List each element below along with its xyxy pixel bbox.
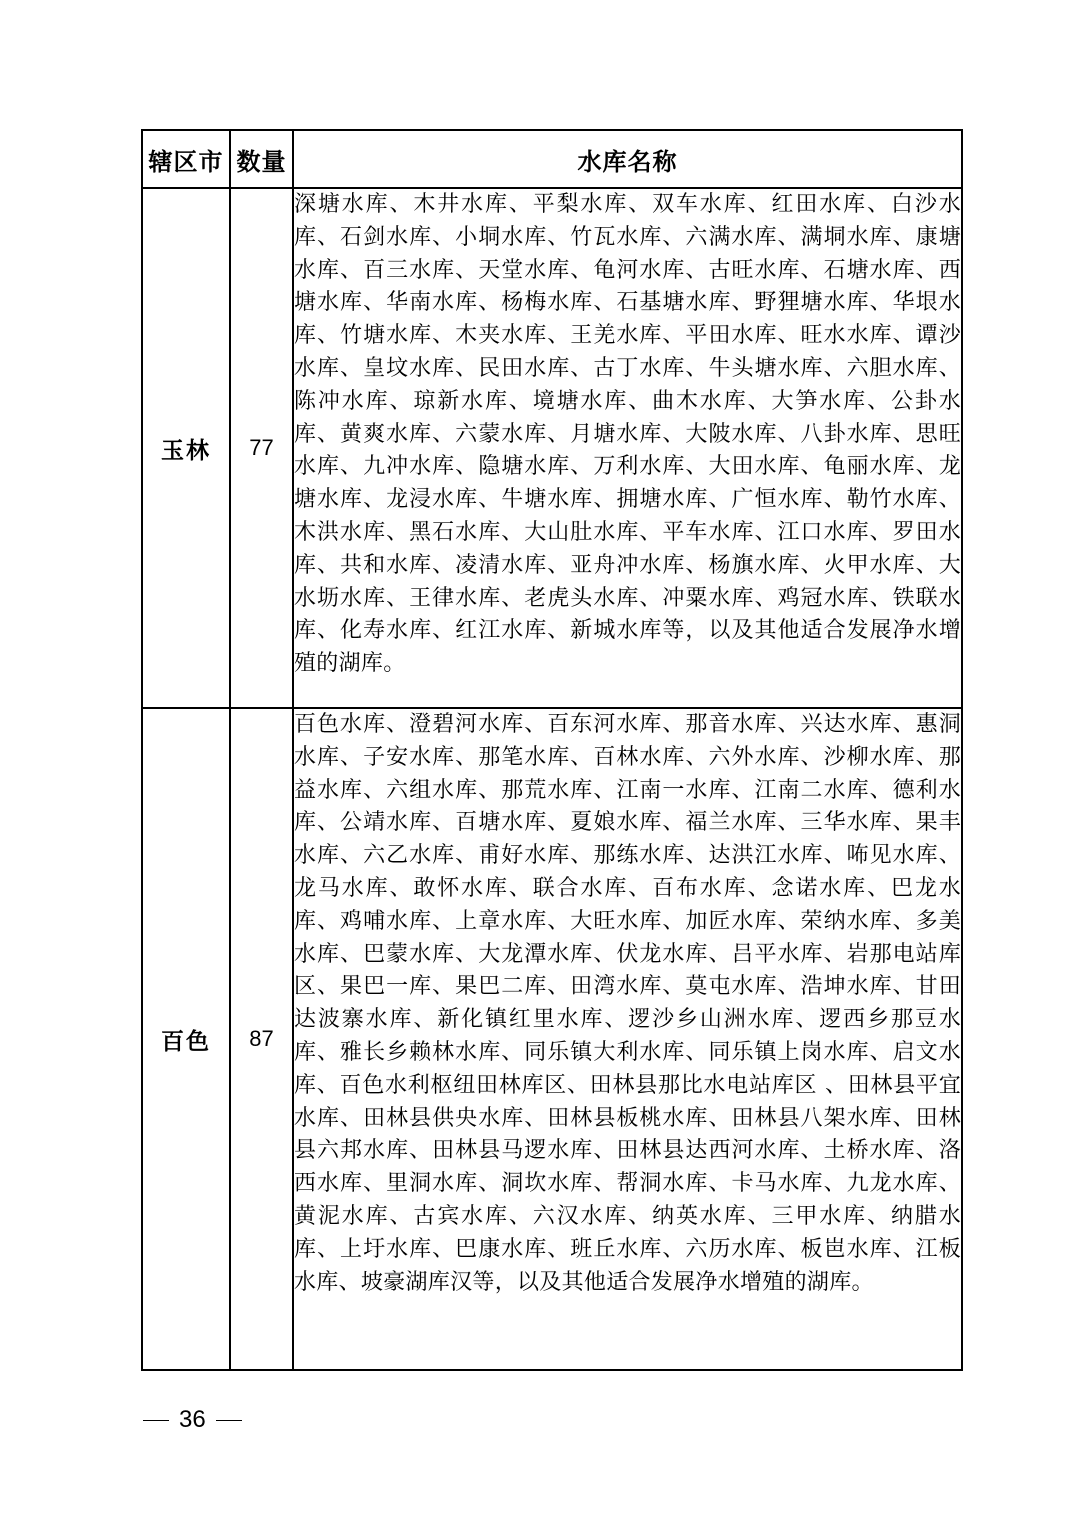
header-city: 辖区市 [142,130,230,188]
header-count: 数量 [230,130,293,188]
page-number: 36 [179,1406,206,1433]
reservoir-table [141,129,963,1371]
table-row [142,708,962,1370]
row-reservoir-names: 深塘水库、木井水库、平梨水库、双车水库、红田水库、白沙水库、石剑水库、小垌水库、竹瓦水库、六满水库、满垌水库、康塘水库、百三水库、天堂水库、龟河水库、古旺水库、石塘水库、西塘水库、华南水库、杨梅水库、石基塘水库、野狸塘水库、华垠水库、竹塘水库、木夹水库、王羌水库、平田水库、旺水水库、谭沙水库、皇坟水库、民田水库、古丁水库、牛头塘水库、六胆水库、陈冲水库、琼新水库、境塘水库、曲木水库、大笋水库、公卦水库、黄爽水库、六蒙水库、月塘水库、大陂水库、八卦水库、思旺水库、九冲水库、隐塘水库、万利水库、大田水库、龟丽水库、龙塘水库、龙浸水库、牛塘水库、拥塘水库、广恒水库、勒竹水库、木洪水库、黑石水库、大山肚水库、平车水库、江口水库、罗田水库、共和水库、凌清水库、亚舟冲水库、杨旗水库、火甲水库、大水坜水库、王律水库、老虎头水库、冲粟水库、鸡冠水库、铁联水库、化寿水库、红江水库、新城水库等，以及其他适合发展净水增殖的湖库。 [293,188,962,708]
row-city: 玉林 [142,188,230,708]
footer-dash-right [216,1420,242,1421]
table-header-row [142,130,962,188]
footer-dash-left [143,1420,169,1421]
header-names: 水库名称 [293,130,962,188]
row-count: 77 [230,188,293,708]
page-footer [143,1406,242,1434]
row-count: 87 [230,708,293,1370]
row-reservoir-names: 百色水库、澄碧河水库、百东河水库、那音水库、兴达水库、惠洞水库、子安水库、那笔水库、百林水库、六外水库、沙柳水库、那益水库、六组水库、那荒水库、江南一水库、江南二水库、德利水库、公靖水库、百塘水库、夏娘水库、福兰水库、三华水库、果丰水库、六乙水库、甫好水库、那练水库、达洪江水库、咘见水库、龙马水库、敢怀水库、联合水库、百布水库、念诺水库、巴龙水库、鸡哺水库、上章水库、大旺水库、加匠水库、荣纳水库、多美水库、巴蒙水库、大龙潭水库、伏龙水库、吕平水库、岩那电站库区、果巴一库、果巴二库、田湾水库、莫屯水库、浩坤水库、甘田达波寨水库、新化镇红里水库、逻沙乡山洲水库、逻西乡那豆水库、雅长乡赖林水库、同乐镇大利水库、同乐镇上岗水库、启文水库、百色水利枢纽田林库区、田林县那比水电站库区 、田林县平宜水库、田林县供央水库、田林县板桃水库、田林县八架水库、田林县六邦水库、田林县马逻水库、田林县达西河水库、土桥水库、洛西水库、里洞水库、洞坎水库、帮洞水库、卡马水库、九龙水库、黄泥水库、古宾水库、六汉水库、纳英水库、三甲水库、纳腊水库、上圩水库、巴康水库、班丘水库、六历水库、板岜水库、江板水库、坡豪湖库汉等，以及其他适合发展净水增殖的湖库。 [293,708,962,1370]
table-row [142,188,962,708]
row-city: 百色 [142,708,230,1370]
